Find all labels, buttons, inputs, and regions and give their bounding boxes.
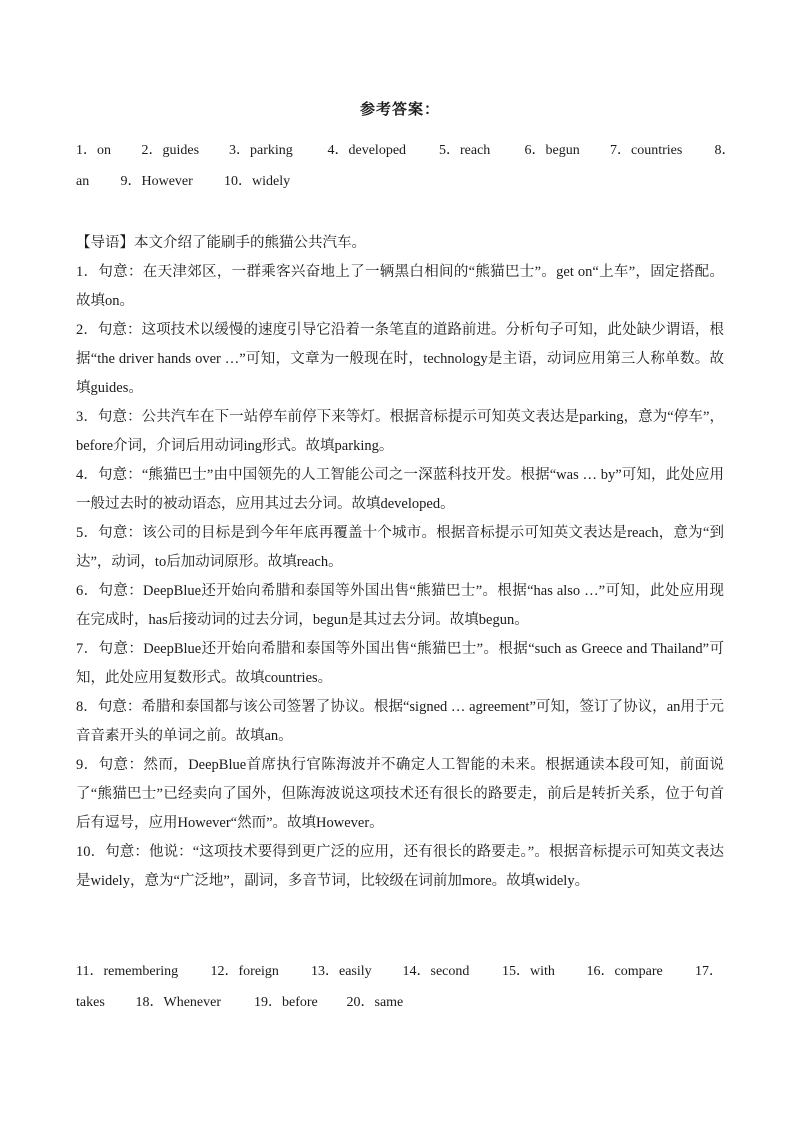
answer-item: 15．with	[502, 964, 555, 979]
answer-item: 13．easily	[311, 964, 372, 979]
answer-list-part1	[76, 135, 736, 197]
explanation-section	[76, 229, 724, 896]
answer-item: 9．However	[120, 174, 193, 189]
answer-item: 14．second	[402, 964, 470, 979]
explanation-item: 3．句意：公共汽车在下一站停车前停下来等灯。根据音标提示可知英文表达是parking，意为“停车”，before介词，介词后用动词ing形式。故填parking。	[76, 409, 724, 454]
explanation-item: 6．句意：DeepBlue还开始向希腊和泰国等外国出售“熊猫巴士”。根据“has also …”可知，此处应用现在完成时，has后接动词的过去分词，begun是其过去分词。故填begun。	[76, 583, 724, 628]
explanation-item: 1．句意：在天津郊区，一群乘客兴奋地上了一辆黑白相间的“熊猫巴士”。get on“上车”，固定搭配。故填on。	[76, 264, 724, 309]
explanation-item: 10．句意：他说：“这项技术要得到更广泛的应用，还有很长的路要走。”。根据音标提示可知英文表达是widely，意为“广泛地”，副词，多音节词，比较级在词前加more。故填widely。	[76, 844, 724, 889]
answer-list-part2	[76, 956, 726, 1018]
page-title: 参考答案：	[359, 102, 440, 118]
explanation-item: 2．句意：这项技术以缓慢的速度引导它沿着一条笔直的道路前进。分析句子可知，此处缺少谓语，根据“the driver hands over …”可知，文章为一般现在时，technology是主语，动词应用第三人称单数。故填guides。	[76, 322, 724, 396]
answer-item: 17．	[695, 964, 723, 979]
answer-item: 7．countries	[610, 143, 683, 158]
answer-item: 3．parking	[229, 143, 293, 158]
answer-item: 16．compare	[586, 964, 663, 979]
answer-row	[76, 956, 726, 987]
answer-item: 4．developed	[327, 143, 407, 158]
answer-row	[76, 987, 726, 1018]
answer-item: takes	[76, 995, 105, 1010]
explanation-item: 9．句意：然而，DeepBlue首席执行官陈海波并不确定人工智能的未来。根据通读本段可知，前面说了“熊猫巴士”已经卖向了国外，但陈海波说这项技术还有很长的路要走，前后是转折关系，位于句首后有逗号，应用However“然而”。故填However。	[76, 757, 724, 831]
explanation-item: 7．句意：DeepBlue还开始向希腊和泰国等外国出售“熊猫巴士”。根据“such as Greece and Thailand”可知，此处应用复数形式。故填countries。	[76, 641, 724, 686]
answer-item: 10．widely	[224, 174, 291, 189]
answer-item: 20．same	[346, 995, 404, 1010]
answer-item: 19．before	[254, 995, 318, 1010]
answer-item: 6．begun	[524, 143, 580, 158]
answer-row	[76, 166, 726, 197]
answer-item: an	[76, 174, 90, 189]
explanation-item: 4．句意：“熊猫巴士”由中国领先的人工智能公司之一深蓝科技开发。根据“was … by”可知，此处应用一般过去时的被动语态，应用其过去分词。故填developed。	[76, 467, 724, 512]
answer-item: 8．	[714, 143, 736, 158]
explanation-intro: 【导语】本文介绍了能刷手的熊猫公共汽车。	[76, 235, 366, 251]
answer-item: 12．foreign	[210, 964, 279, 979]
answer-item: 5．reach	[439, 143, 491, 158]
answer-item: 18．Whenever	[135, 995, 222, 1010]
explanation-item: 8．句意：希腊和泰国都与该公司签署了协议。根据“signed … agreement”可知，签订了协议，an用于元音音素开头的单词之前。故填an。	[76, 699, 724, 744]
answer-item: 1．on	[76, 143, 111, 158]
answer-row	[76, 135, 736, 166]
answer-item: 11．remembering	[76, 964, 179, 979]
answer-item: 2．guides	[141, 143, 200, 158]
explanation-item: 5．句意：该公司的目标是到今年年底再覆盖十个城市。根据音标提示可知英文表达是reach，意为“到达”，动词，to后加动词原形。故填reach。	[76, 525, 724, 570]
